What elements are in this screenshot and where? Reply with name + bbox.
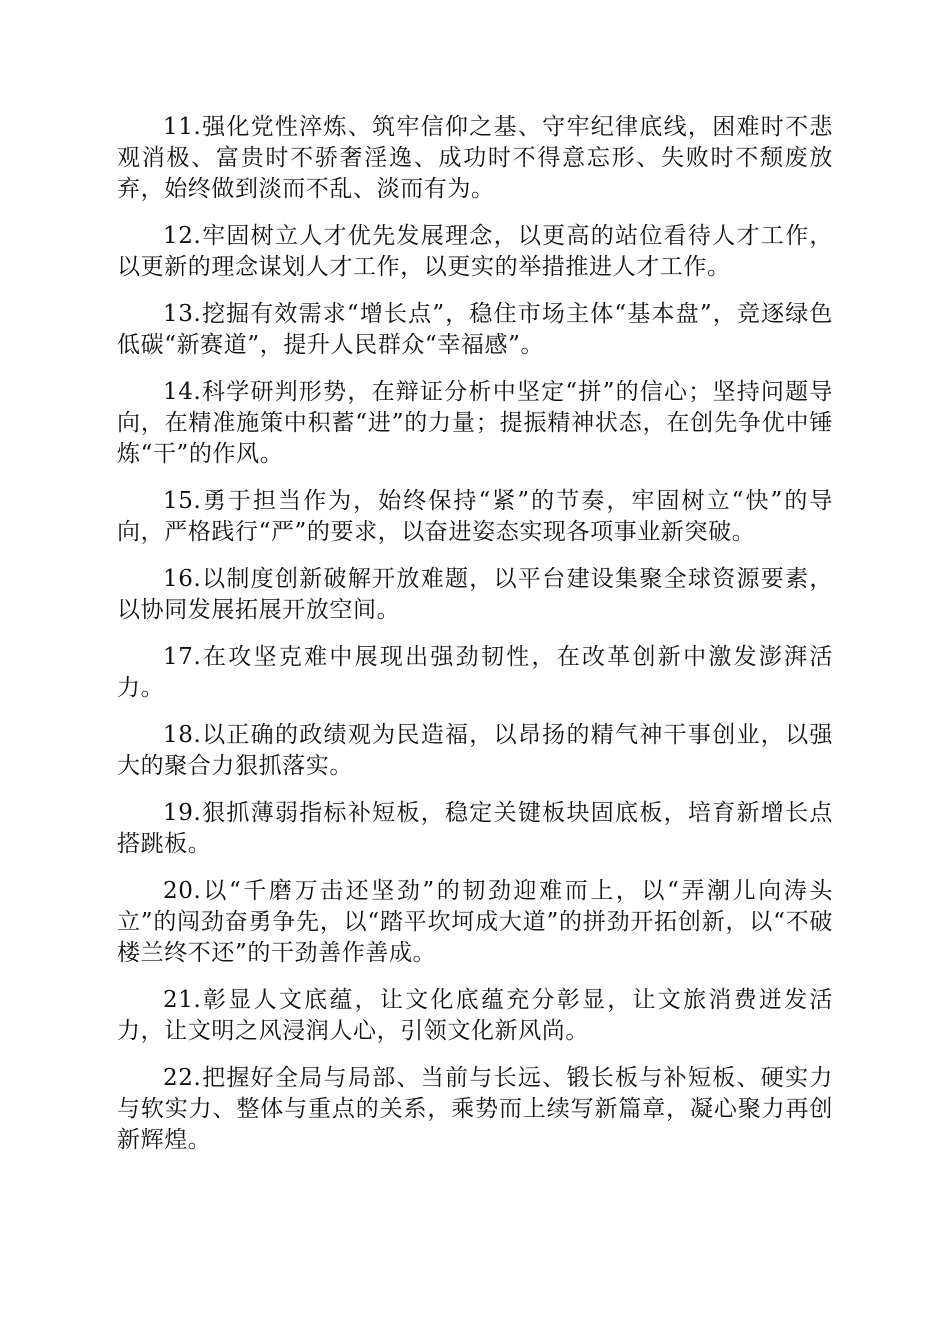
document-page [117, 112, 833, 1172]
paragraph-15: 15.勇于担当作为，始终保持“紧”的节奏，牢固树立“快”的导向，严格践行“严”的要求，以奋进姿态实现各项事业新突破。 [117, 488, 833, 545]
paragraph-11: 11.强化党性淬炼、筑牢信仰之基、守牢纪律底线，困难时不悲观消极、富贵时不骄奢淫逸、成功时不得意忘形、失败时不颓废放弃，始终做到淡而不乱、淡而有为。 [117, 114, 833, 202]
paragraph-22: 22.把握好全局与局部、当前与长远、锻长板与补短板、硬实力与软实力、整体与重点的关系，乘势而上续写新篇章，凝心聚力再创新辉煌。 [117, 1065, 833, 1153]
paragraph-14: 14.科学研判形势，在辩证分析中坚定“拼”的信心；坚持问题导向，在精准施策中积蓄“进”的力量；提振精神状态，在创先争优中锤炼“干”的作风。 [117, 379, 833, 467]
paragraph-16: 16.以制度创新破解开放难题，以平台建设集聚全球资源要素，以协同发展拓展开放空间。 [117, 566, 833, 623]
paragraph-12: 12.牢固树立人才优先发展理念，以更高的站位看待人才工作，以更新的理念谋划人才工作，以更实的举措推进人才工作。 [117, 223, 833, 280]
paragraph-19: 19.狠抓薄弱指标补短板，稳定关键板块固底板，培育新增长点搭跳板。 [117, 800, 833, 857]
paragraph-21: 21.彰显人文底蕴，让文化底蕴充分彰显，让文旅消费迸发活力，让文明之风浸润人心，引领文化新风尚。 [117, 987, 833, 1044]
paragraph-13: 13.挖掘有效需求“增长点”，稳住市场主体“基本盘”，竞逐绿色低碳“新赛道”，提升人民群众“幸福感”。 [117, 301, 833, 358]
paragraph-20: 20.以“千磨万击还坚劲”的韧劲迎难而上，以“弄潮儿向涛头立”的闯劲奋勇争先，以“踏平坎坷成大道”的拼劲开拓创新，以“不破楼兰终不还”的干劲善作善成。 [117, 878, 833, 966]
paragraph-17: 17.在攻坚克难中展现出强劲韧性，在改革创新中激发澎湃活力。 [117, 644, 833, 701]
paragraph-18: 18.以正确的政绩观为民造福，以昂扬的精气神干事创业，以强大的聚合力狠抓落实。 [117, 722, 833, 779]
